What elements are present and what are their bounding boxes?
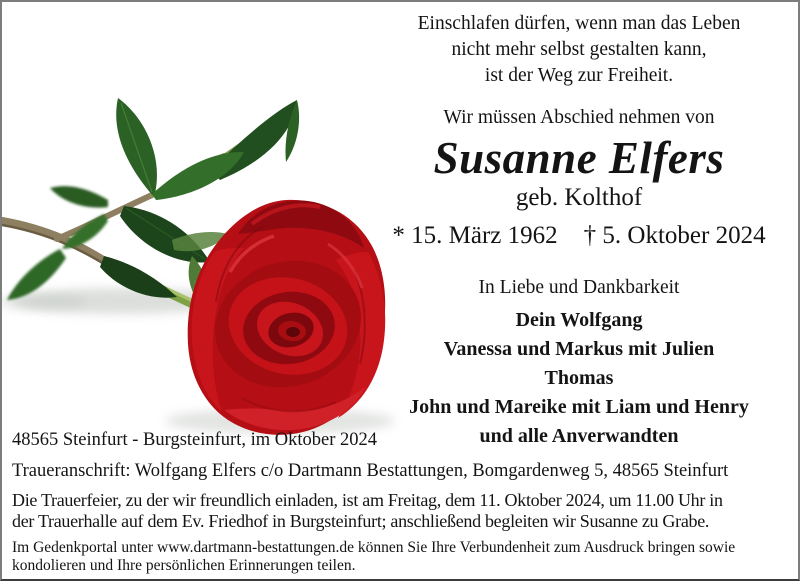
rose-photo	[2, 2, 407, 447]
life-dates	[379, 220, 779, 252]
mourning-address: Traueranschrift: Wolfgang Elfers c/o Dartmann Bestattungen, Bomgardenweg 5, 48565 Steinfurt	[12, 461, 729, 481]
memorial-info-line: kondolieren und Ihre persönlichen Erinnerungen teilen.	[12, 557, 356, 574]
death-date: † 5. Oktober 2024	[583, 222, 766, 249]
mourner-line: Thomas	[544, 367, 614, 389]
mourner-line: Vanessa und Markus mit Julien	[443, 338, 715, 360]
intro-line: Wir müssen Abschied nehmen von	[443, 107, 715, 128]
mourner-line: John und Mareike mit Liam und Henry	[409, 396, 749, 418]
memorial-info-line: Im Gedenkportal unter www.dartmann-bestattungen.de können Sie Ihre Verbundenheit zum Ausdruck bringen sowie	[12, 539, 736, 556]
maiden-name: geb. Kolthof	[515, 184, 643, 211]
place-and-date: 48565 Steinfurt - Burgsteinfurt, im Oktober 2024	[12, 430, 377, 450]
notice-body	[379, 2, 779, 451]
notice-footer	[12, 429, 798, 575]
funeral-info	[12, 490, 798, 531]
deceased-name: Susanne Elfers	[433, 133, 725, 183]
mourner-line: Dein Wolfgang	[515, 309, 643, 331]
memorial-info	[12, 539, 798, 575]
epigraph-line: ist der Weg zur Freiheit.	[484, 65, 674, 86]
birth-date: * 15. März 1962	[392, 222, 558, 249]
epigraph-line: Einschlafen dürfen, wenn man das Leben	[417, 13, 741, 34]
condolence-lead: In Liebe und Dankbarkeit	[478, 277, 680, 298]
funeral-info-line: der Trauerhalle auf dem Ev. Friedhof in Burgsteinfurt; anschließend begleiten wir Susanne zu Grabe.	[12, 510, 710, 531]
epigraph-line: nicht mehr selbst gestalten kann,	[451, 39, 707, 60]
epigraph	[379, 11, 779, 89]
funeral-info-line: Die Trauerfeier, zu der wir freundlich einladen, ist am Freitag, dem 11. Oktober 2024, um 11.00 Uhr in	[12, 490, 723, 510]
mourner-line: und alle Anverwandten	[479, 425, 679, 447]
